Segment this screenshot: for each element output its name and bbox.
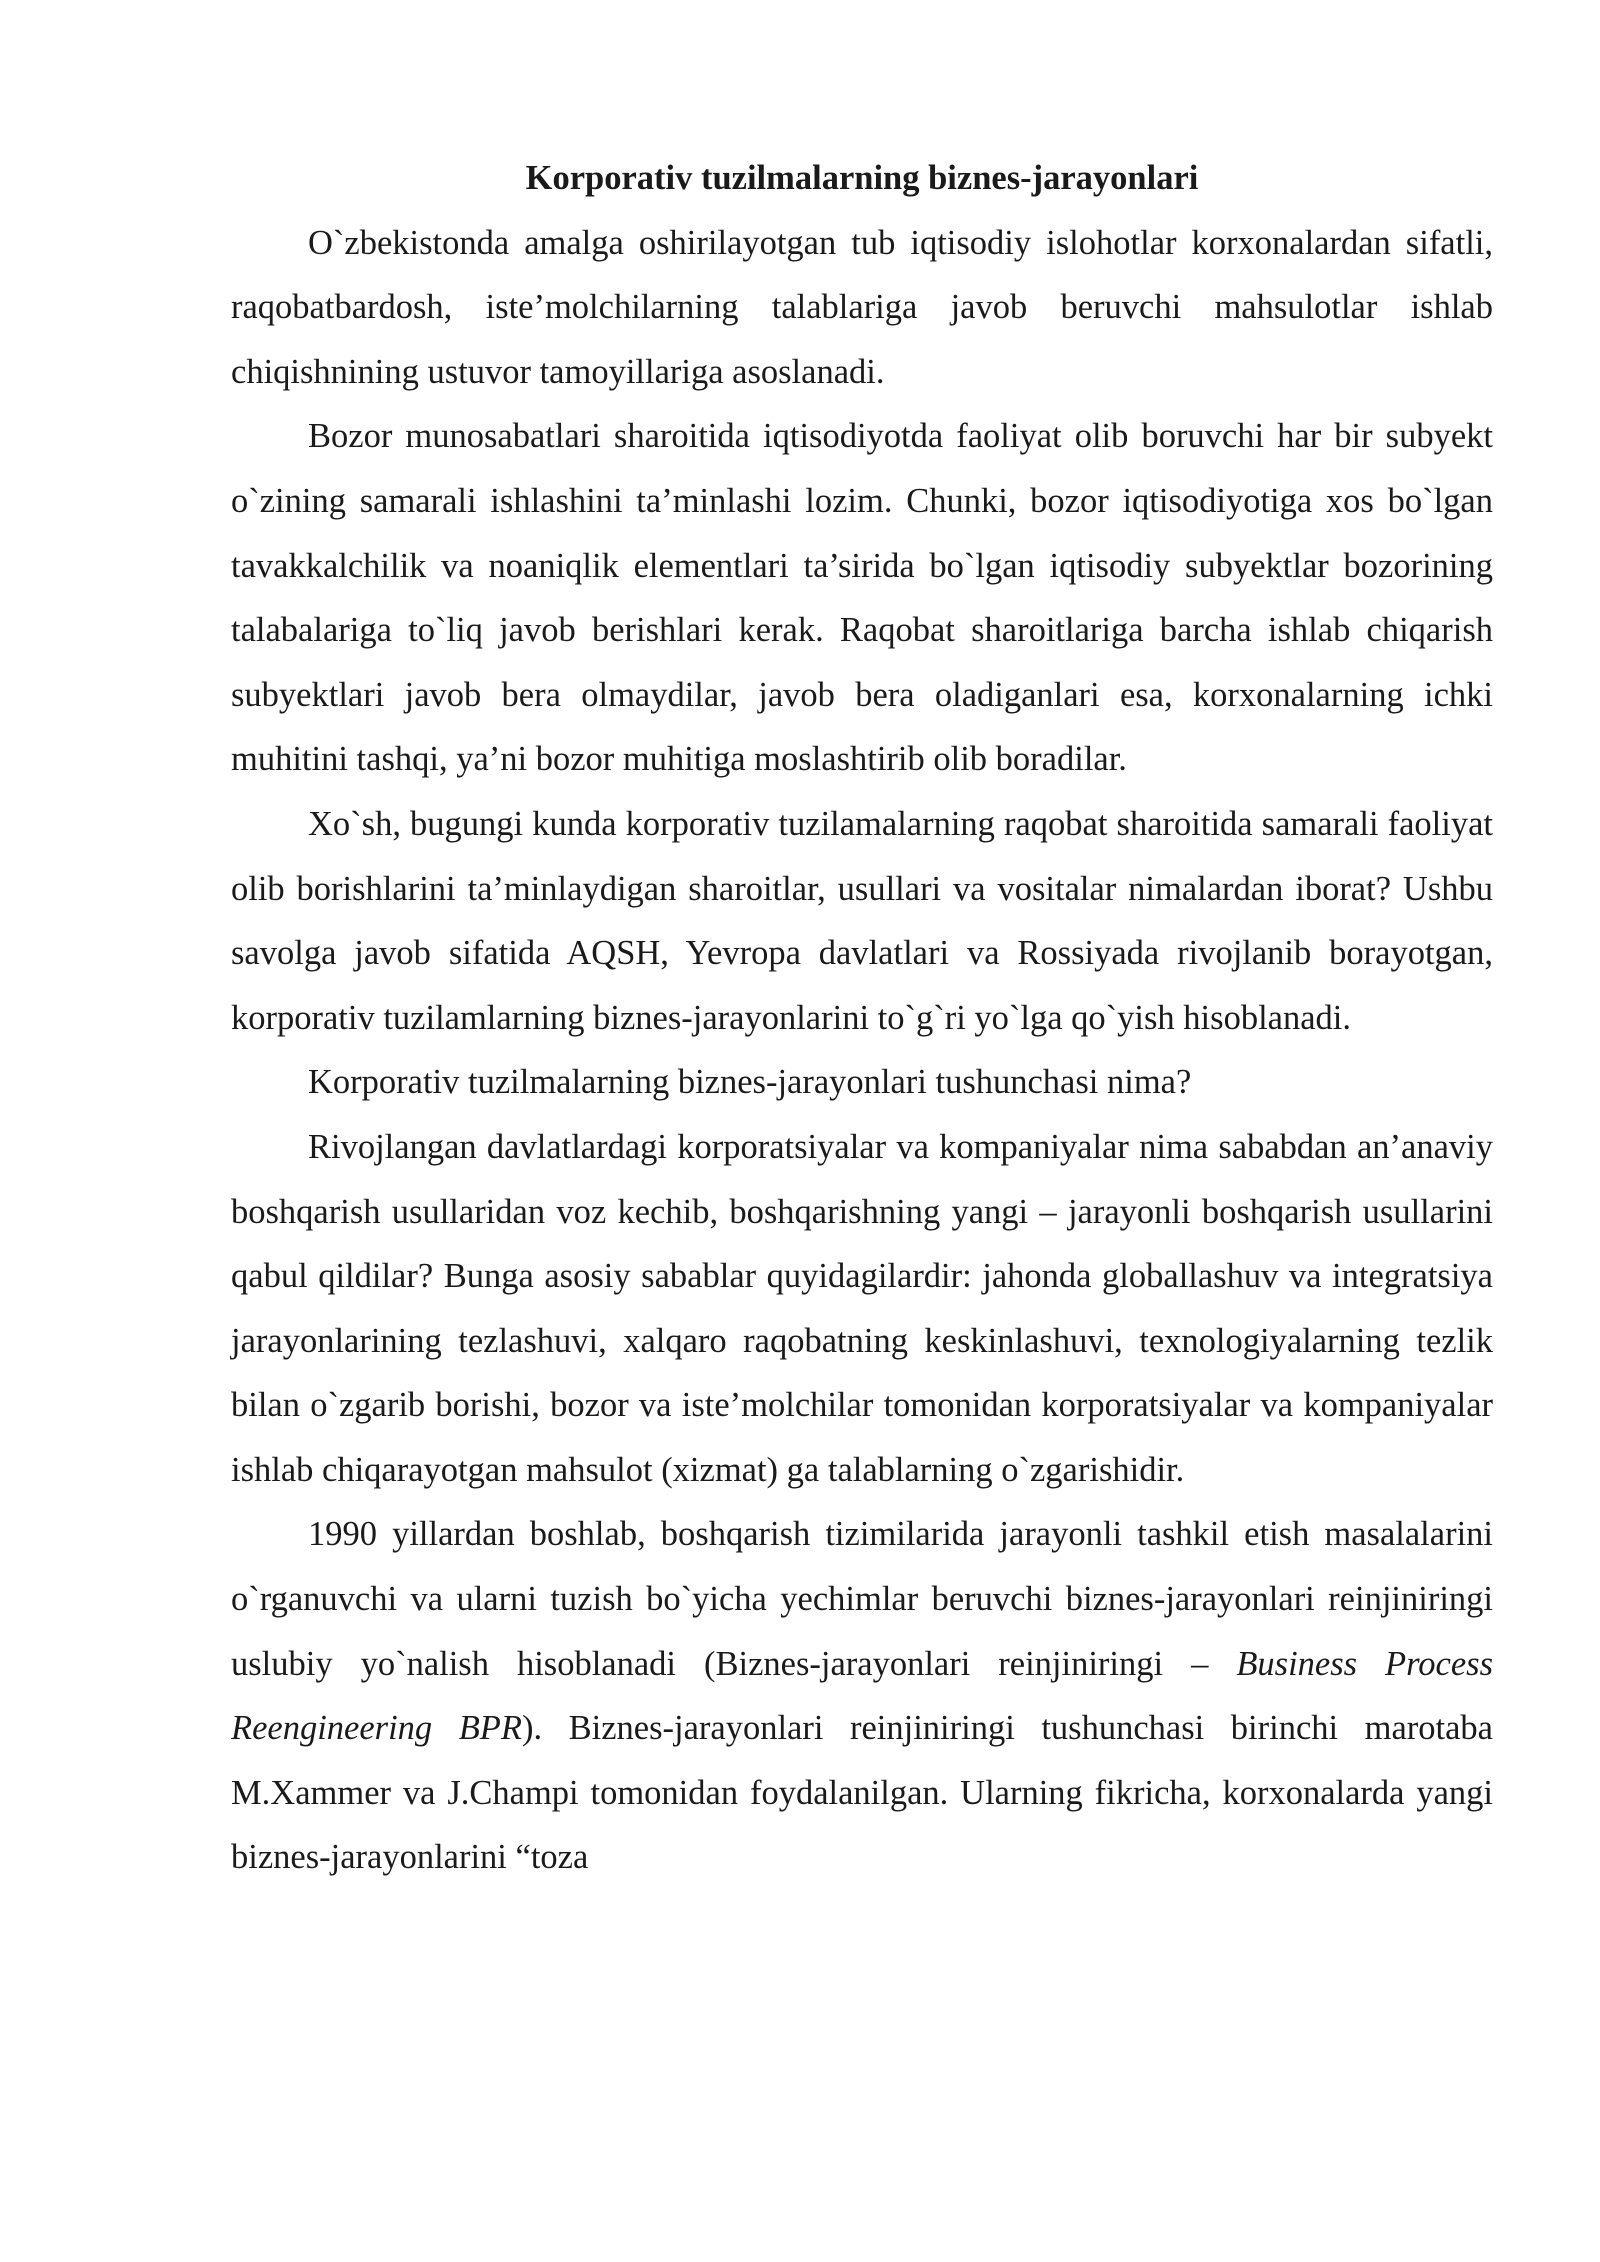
paragraph-bpr-text-end: ). Biznes-jarayonlari reinjiniringi tushunchasi birinchi marotaba M.Xammer va J.Champi tomonidan foydalanilgan. Ularning fikricha, korxonalarda yangi biznes-jarayonlarini “toza [231,1709,1493,1877]
document-title: Korporativ tuzilmalarning biznes-jarayonlari [525,159,1199,197]
paragraph-market-relations: Bozor munosabatlari sharoitida iqtisodiyotda faoliyat olib boruvchi har bir subyekt o`zining samarali ishlashini ta’minlashi lozim. Chunki, bozor iqtisodiyotiga xos bo`lgan tavakkalchilik va noaniqlik elementlari ta’sirida bo`lgan iqtisodiy subyektlar bozorining talabalariga to`liq javob berishlari kerak. Raqobat sharoitlariga barcha ishlab chiqarish subyektlari javob bera olmaydilar, javob bera oladiganlari esa, korxonalarning ichki muhitini tashqi, ya’ni bozor muhitiga moslashtirib olib boradilar. [231,417,1493,779]
paragraph-bpr [231,1502,1493,1890]
paragraph-bpr-text-start: 1990 yillardan boshlab, boshqarish tizimilarida jarayonli tashkil etish masalalarini o`rganuvchi va ularni tuzish bo`yicha yechimlar beruvchi biznes-jarayonlari reinjiniringi uslubiy yo`nalish hisoblanadi (Biznes-jarayonlari reinjiniringi – [231,1515,1493,1683]
paragraph-intro: O`zbekistonda amalga oshirilayotgan tub iqtisodiy islohotlar korxonalardan sifatli, raqobatbardosh, iste’molchilarning talablariga javob beruvchi mahsulotlar ishlab chiqishnining ustuvor tamoyillariga asoslanadi. [231,223,1493,391]
paragraph-reasons: Rivojlangan davlatlardagi korporatsiyalar va kompaniyalar nima sababdan an’anaviy boshqarish usullaridan voz kechib, boshqarishning yangi – jarayonli boshqarish usullarini qabul qildilar? Bunga asosiy sabablar quyidagilardir: jahonda globallashuv va integratsiya jarayonlarining tezlashuvi, xalqaro raqobatning keskinlashuvi, texnologiyalarning tezlik bilan o`zgarib borishi, bozor va iste’molchilar tomonidan korporatsiyalar va kompaniyalar ishlab chiqarayotgan mahsulot (xizmat) ga talablarning o`zgarishidir. [231,1127,1493,1489]
document-body [231,146,1493,1890]
paragraph-definition-question: Korporativ tuzilmalarning biznes-jarayonlari tushunchasi nima? [308,1063,1192,1102]
paragraph-question: Xo`sh, bugungi kunda korporativ tuzilamalarning raqobat sharoitida samarali faoliyat olib borishlarini ta’minlaydigan sharoitlar, usullari va vositalar nimalardan iborat? Ushbu savolga javob sifatida AQSH, Yevropa davlatlari va Rossiyada rivojlanib borayotgan, korporativ tuzilamlarning biznes-jarayonlarini to`g`ri yo`lga qo`yish hisoblanadi. [231,804,1493,1037]
paragraph-bpr-italic-term: Business Process Reengineering BPR [231,1644,1493,1748]
